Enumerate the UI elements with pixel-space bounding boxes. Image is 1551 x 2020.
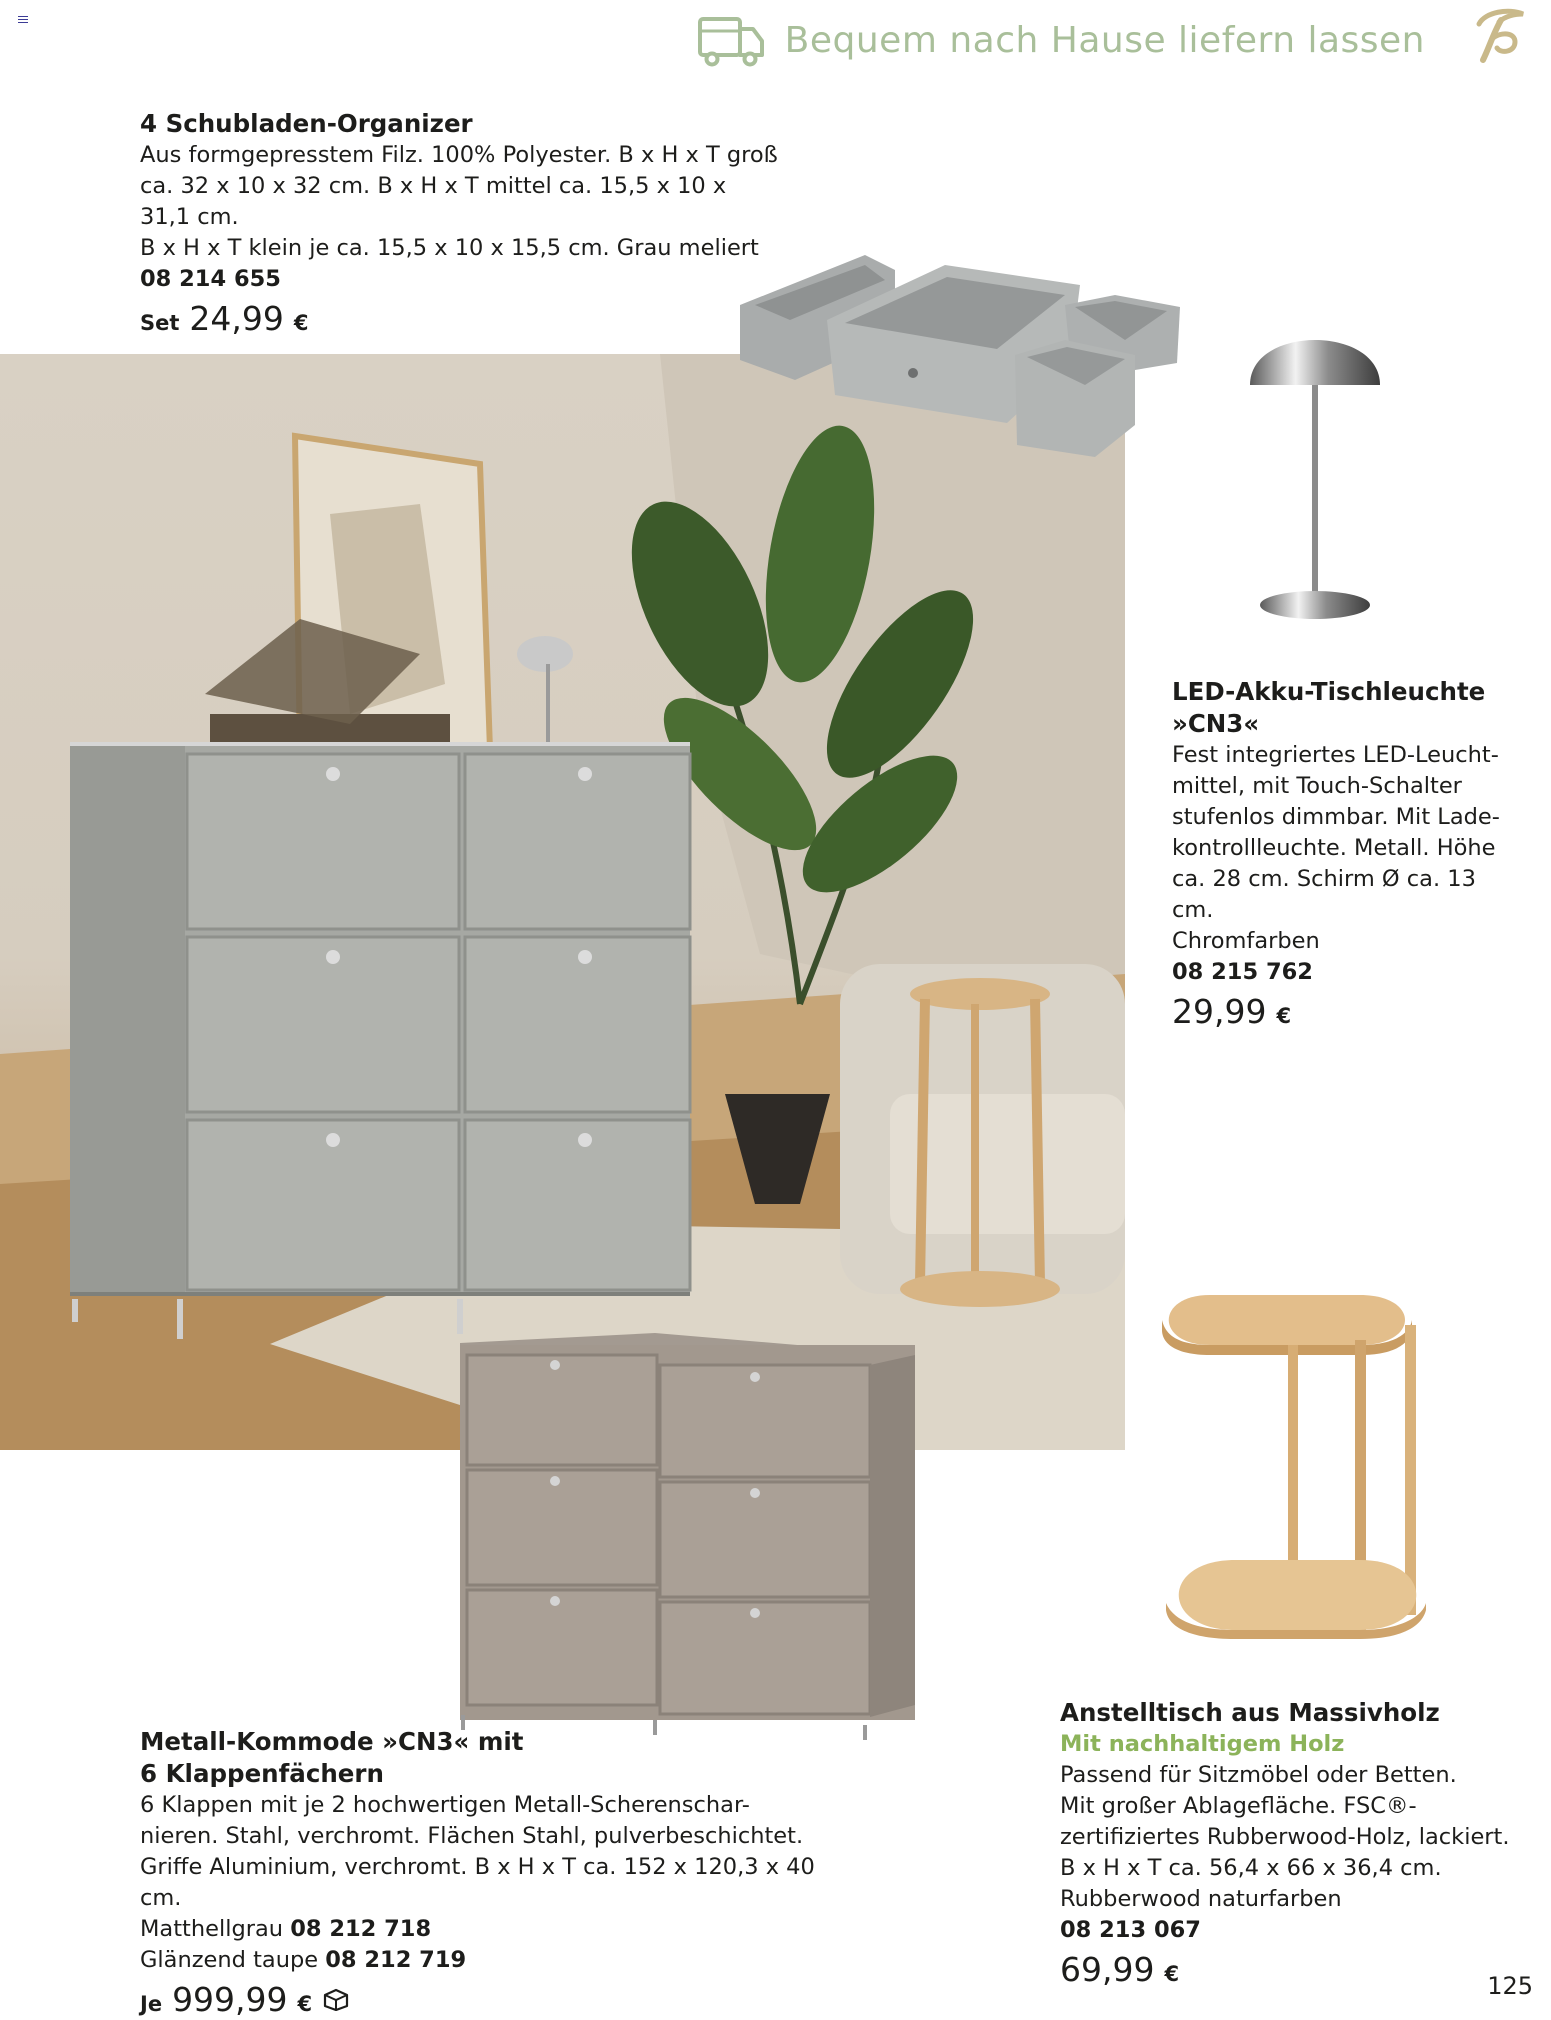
side-table-info	[1060, 1697, 1530, 1990]
side-table-desc-line: Passend für Sitzmöbel oder Betten.	[1060, 1762, 1457, 1788]
dresser-price	[140, 1980, 840, 2020]
price-value: 69,99	[1060, 1950, 1155, 1989]
organizer-desc-line: ca. 32 x 10 x 32 cm. B x H x T mittel ca. 15,5 x 10 x 31,1 cm.	[140, 173, 727, 230]
organizer-article-number: 08 214 655	[140, 266, 281, 292]
side-table-article-number: 08 213 067	[1060, 1917, 1201, 1943]
side-table-product-image	[1160, 1285, 1430, 1660]
lamp-product-image	[1235, 295, 1395, 625]
currency: €	[293, 311, 309, 335]
organizer-desc-line: Aus formgepresstem Filz. 100% Polyester. B x H x T groß	[140, 142, 778, 168]
lamp-title: LED-Akku-Tischleuchte	[1172, 677, 1486, 706]
room-photo	[0, 354, 1125, 1450]
dresser-variant-grey	[140, 1914, 840, 1945]
organizer-product-image	[735, 245, 1185, 460]
side-table-desc-line: Mit großer Ablagefläche. FSC®-	[1060, 1793, 1417, 1819]
organizer-title: 4 Schubladen-Organizer	[140, 109, 473, 138]
price-value: 29,99	[1172, 992, 1267, 1031]
variant-article-number: 08 212 718	[290, 1916, 432, 1942]
lamp-desc-line: Chromfarben	[1172, 928, 1320, 954]
side-table-subtitle: Mit nachhaltigem Holz	[1060, 1731, 1345, 1757]
banner-text: Bequem nach Hause liefern lassen	[784, 19, 1425, 61]
price-value: 999,99	[172, 1980, 288, 2019]
lamp-desc-line: mittel, mit Touch-Schalter	[1172, 773, 1462, 799]
lamp-article-number: 08 215 762	[1172, 959, 1313, 985]
currency: €	[1276, 1004, 1292, 1028]
side-table-desc-line: zertifiziertes Rubberwood-Holz, lackiert.	[1060, 1824, 1510, 1850]
organizer-info	[140, 108, 780, 339]
variant-label: Matthellgrau	[140, 1916, 284, 1942]
dresser-desc-line: nieren. Stahl, verchromt. Flächen Stahl, pulverbeschichtet.	[140, 1823, 804, 1849]
dresser-info	[140, 1726, 840, 2020]
lamp-info	[1172, 676, 1512, 1032]
parcel-icon	[322, 1987, 350, 2011]
side-table-title: Anstelltisch aus Massivholz	[1060, 1698, 1440, 1727]
lamp-desc-line: Fest integriertes LED-Leucht-	[1172, 742, 1499, 768]
dresser-variant-taupe	[140, 1945, 840, 1976]
dresser-product-image	[455, 1325, 925, 1745]
organizer-desc-line: B x H x T klein je ca. 15,5 x 10 x 15,5 cm. Grau meliert	[140, 235, 759, 261]
page-number: 125	[1487, 1972, 1533, 2000]
dresser-desc-line: Griffe Aluminium, verchromt. B x H x T ca. 152 x 120,3 x 40 cm.	[140, 1854, 815, 1911]
side-table-desc-line: B x H x T ca. 56,4 x 66 x 36,4 cm.	[1060, 1855, 1442, 1881]
dresser-desc-line: 6 Klappen mit je 2 hochwertigen Metall-Scherenschar-	[140, 1792, 750, 1818]
lamp-desc-line: stufenlos dimmbar. Mit Lade-	[1172, 804, 1500, 830]
lamp-title-model: »CN3«	[1172, 709, 1260, 738]
menu-icon[interactable]	[18, 16, 28, 24]
dresser-title: Metall-Kommode »CN3« mit	[140, 1727, 524, 1756]
currency: €	[1164, 1962, 1180, 1986]
side-table-desc-line: Rubberwood naturfarben	[1060, 1886, 1342, 1912]
side-table-price	[1060, 1950, 1530, 1990]
variant-article-number: 08 212 719	[325, 1947, 467, 1973]
currency: €	[297, 1992, 313, 2016]
delivery-banner	[697, 8, 1425, 72]
lamp-desc-line: ca. 28 cm. Schirm Ø ca. 13 cm.	[1172, 866, 1476, 923]
lamp-price	[1172, 992, 1512, 1032]
organizer-price	[140, 299, 780, 339]
delivery-truck-icon	[697, 13, 765, 67]
variant-label: Glänzend taupe	[140, 1947, 319, 1973]
price-value: 24,99	[189, 299, 284, 338]
tchibo-logo-icon[interactable]	[1471, 4, 1529, 66]
price-prefix: Set	[140, 311, 180, 335]
lamp-desc-line: kontrollleuchte. Metall. Höhe	[1172, 835, 1496, 861]
dresser-title-line-2: 6 Klappenfächern	[140, 1759, 384, 1788]
price-prefix: Je	[140, 1992, 163, 2016]
